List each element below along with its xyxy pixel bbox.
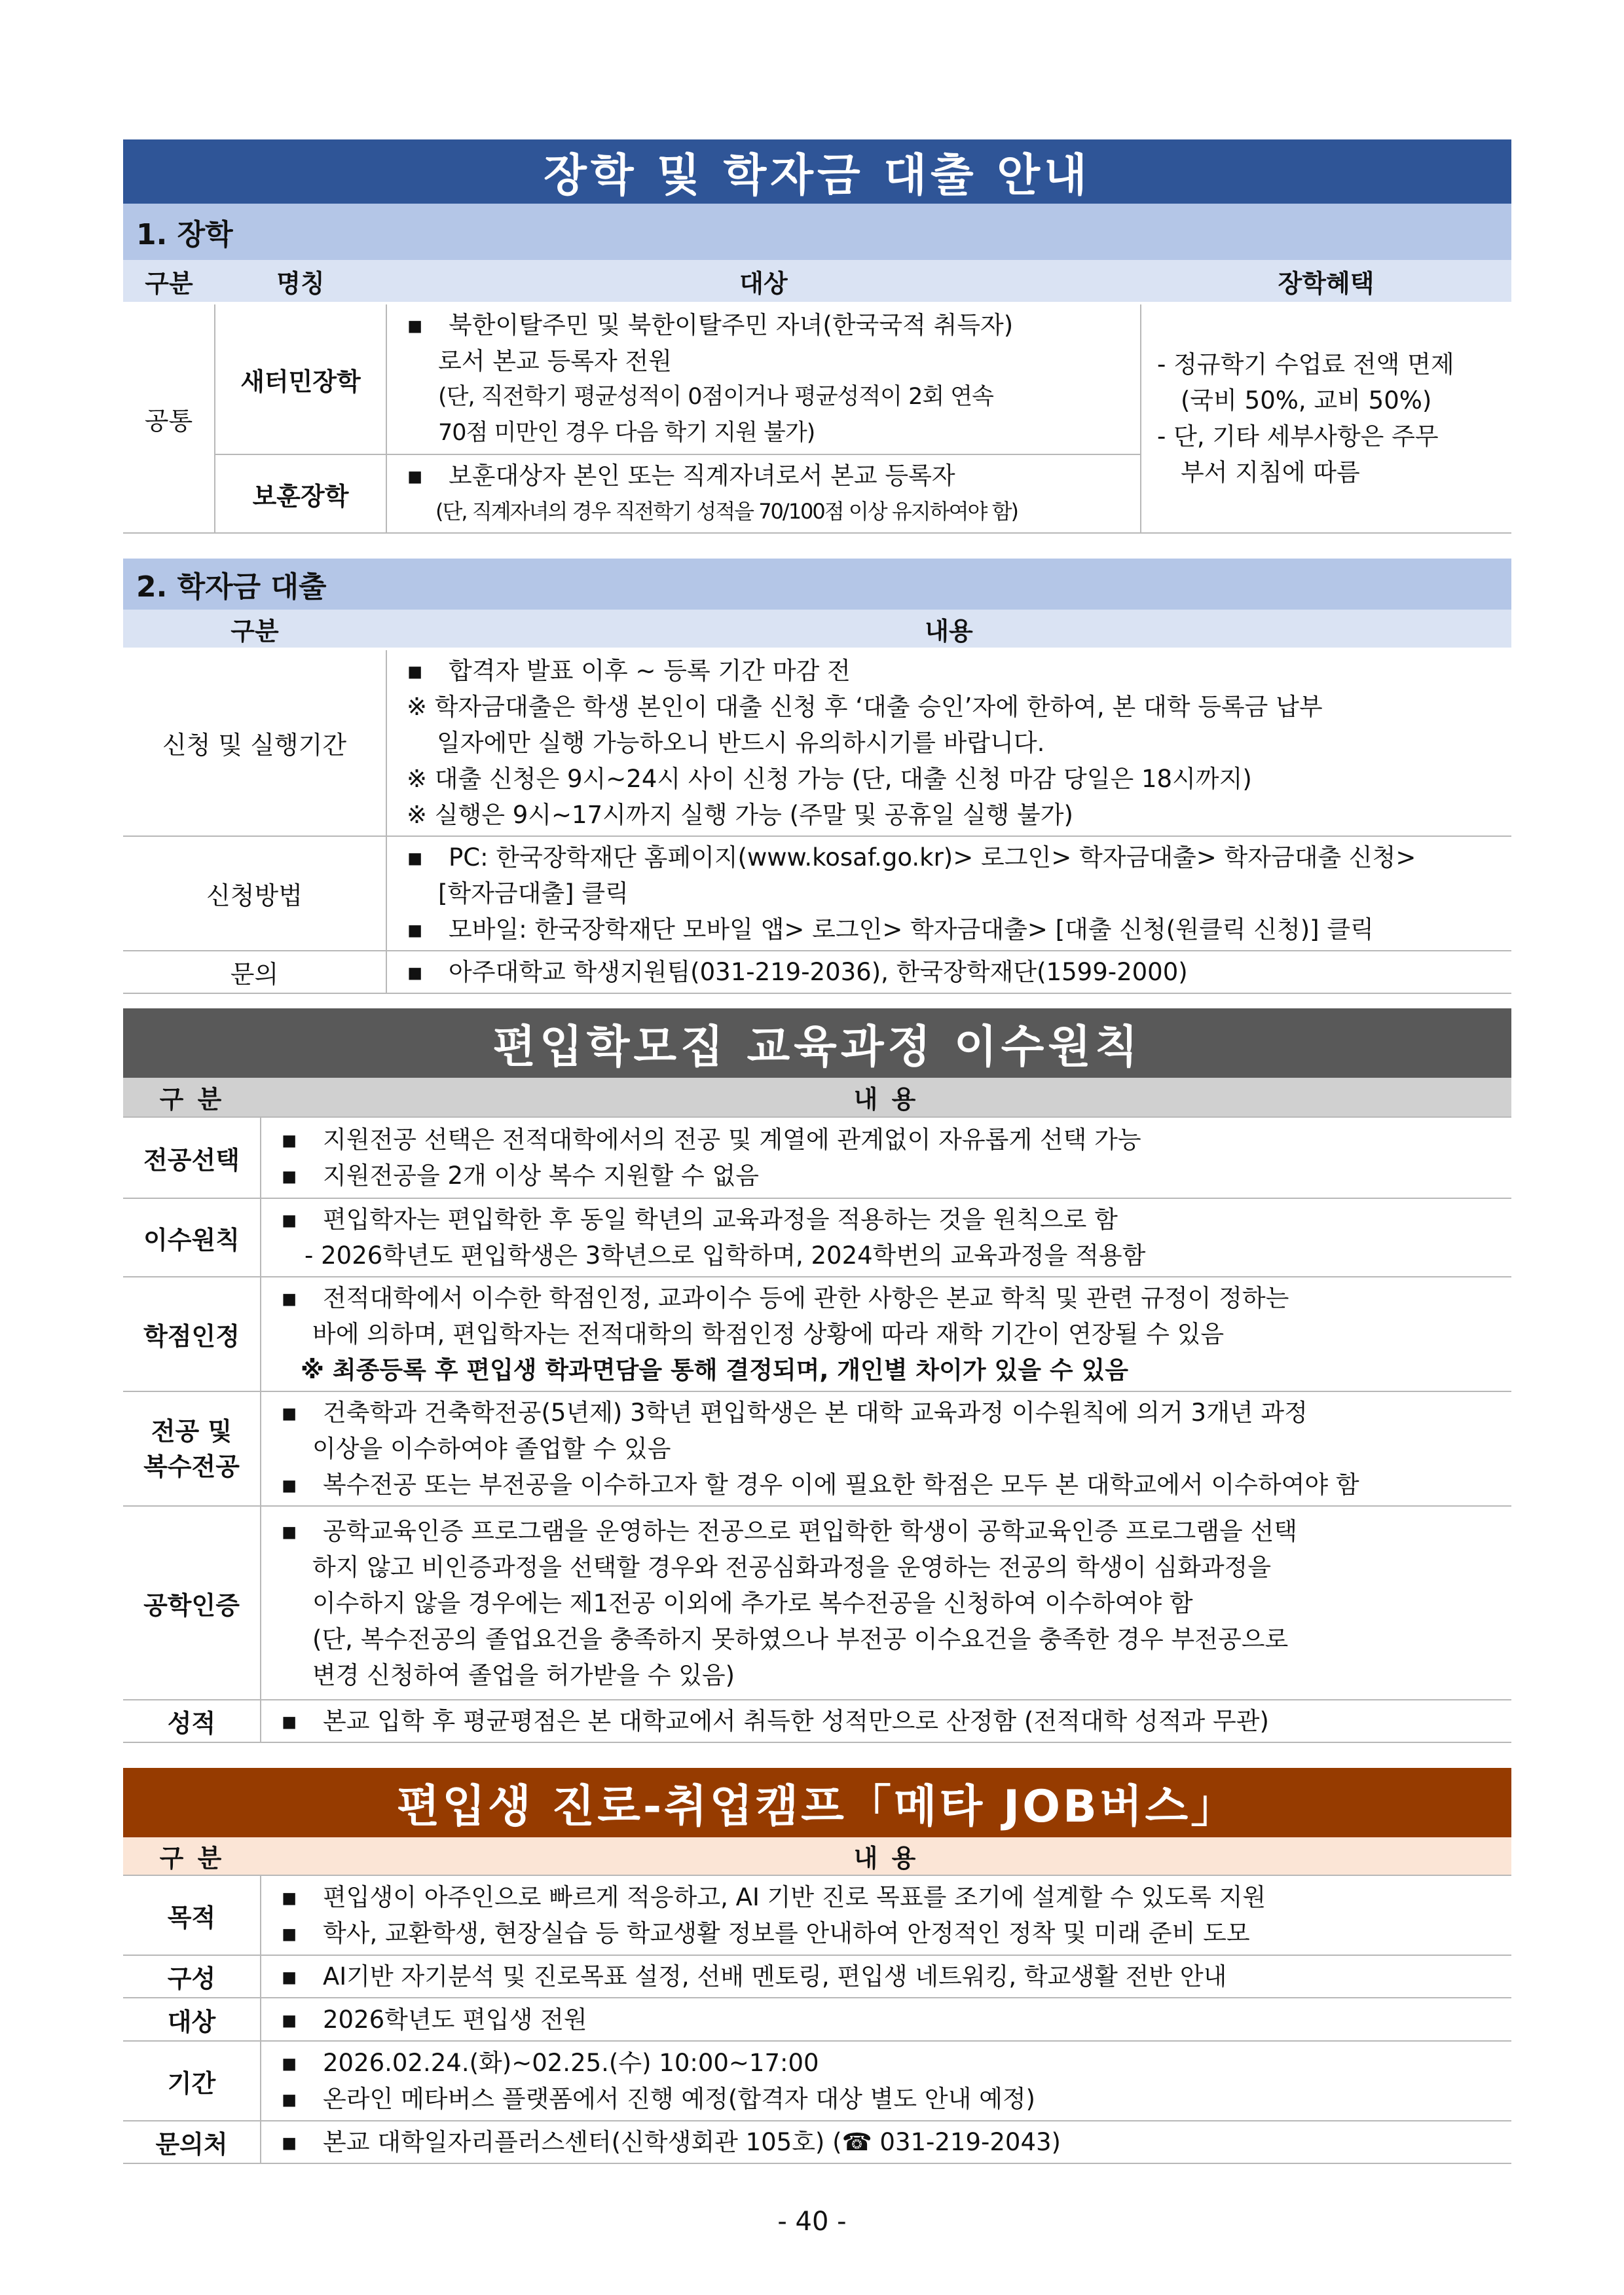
camp-label-composition: 구성 <box>123 1955 261 1998</box>
scholarship-subheading-text: 1. 장학 <box>136 218 233 251</box>
table-row <box>123 1955 1511 1998</box>
transfer-title: 편입학모집 교육과정 이수원칙 <box>492 1021 1142 1073</box>
camp-header-category: 구 분 <box>123 1837 261 1875</box>
camp-table <box>123 1837 1511 2164</box>
scholarship-category: 공통 <box>123 303 215 533</box>
camp-content-composition: ▪ AI기반 자기분석 및 진로목표 설정, 선배 멘토링, 편입생 네트워킹, 학교생활 전반 안내 <box>261 1955 1511 1998</box>
camp-content-contact: ▪ 본교 대학일자리플러스센터(신학생회관 105호) (☎ 031-219-2043) <box>261 2121 1511 2163</box>
table-row <box>123 1277 1511 1391</box>
loan-header-row <box>123 610 1511 649</box>
page-number: - 40 - <box>777 2207 847 2237</box>
scholarship-title: 장학 및 학자금 대출 안내 <box>544 149 1091 202</box>
camp-label-target: 대상 <box>123 1998 261 2041</box>
loan-subheading <box>123 559 1511 610</box>
transfer-label-major: 전공선택 <box>123 1117 261 1198</box>
scholarship-name-bohun: 보훈장학 <box>215 454 386 533</box>
table-row <box>123 649 1511 836</box>
loan-method-label: 신청방법 <box>123 836 386 951</box>
transfer-content-major: ▪ 지원전공 선택은 전적대학에서의 전공 및 계열에 관계없이 자유롭게 선택 가능 ▪ 지원전공을 2개 이상 복수 지원할 수 없음 <box>261 1117 1511 1198</box>
scholarship-target-bohun: ▪ 보훈대상자 본인 또는 직계자녀로서 본교 등록자 (단, 직계자녀의 경우 직전학기 성적을 70/100점 이상 유지하여야 함) <box>386 454 1141 533</box>
scholarship-header-row <box>123 260 1511 303</box>
transfer-table <box>123 1078 1511 1743</box>
scholarship-target-saeteomin: ▪ 북한이탈주민 및 북한이탈주민 자녀(한국국적 취득자) 로서 본교 등록자 전원 (단, 직전학기 평균성적이 0점이거나 평균성적이 2회 연속 70점 미만인 경우 다음 학기 지원 불가) <box>386 303 1141 454</box>
transfer-content-engineering: ▪ 공학교육인증 프로그램을 운영하는 전공으로 편입학한 학생이 공학교육인증 프로그램을 선택 하지 않고 비인증과정을 선택할 경우와 전공심화과정을 운영하는 전공의 학생이 심화과정을 이수하지 않을 경우에는 제1전공 이외에 추가로 복수전공을 신청하여 이수하여야 함 (단, 복수전공의 졸업요건을 충족하지 못하였으나 부전공 이수요건을 충족한 경우 부전공으로 변경 신청하여 졸업을 허가받을 수 있음) <box>261 1506 1511 1700</box>
camp-label-period: 기간 <box>123 2041 261 2121</box>
camp-title: 편입생 진로-취업캠프「메타 JOB버스」 <box>396 1780 1238 1833</box>
table-row <box>123 1998 1511 2041</box>
header-benefit: 장학혜택 <box>1141 260 1511 303</box>
scholarship-title-bar <box>123 139 1511 204</box>
loan-period-content: ▪ 합격자 발표 이후 ~ 등록 기간 마감 전 ※ 학자금대출은 학생 본인이 대출 신청 후 ‘대출 승인’자에 한하여, 본 대학 등록금 납부 일자에만 실행 가능하오니 반드시 유의하시기를 바랍니다. ※ 대출 신청은 9시~24시 사이 신청 가능 (단, 대출 신청 마감 당일은 18시까지) ※ 실행은 9시~17시까지 실행 가능 (주말 및 공휴일 실행 불가) <box>386 649 1511 836</box>
loan-table <box>123 610 1511 994</box>
transfer-header-category: 구 분 <box>123 1078 261 1117</box>
loan-contact-label: 문의 <box>123 951 386 993</box>
scholarship-benefit: - 정규학기 수업료 전액 면제 (국비 50%, 교비 50%) - 단, 기타 세부사항은 주무 부서 지침에 따름 <box>1141 303 1511 533</box>
transfer-header-row <box>123 1078 1511 1117</box>
transfer-content-grade: ▪ 본교 입학 후 평균평점은 본 대학교에서 취득한 성적만으로 산정함 (전적대학 성적과 무관) <box>261 1700 1511 1742</box>
camp-content-period: ▪ 2026.02.24.(화)~02.25.(수) 10:00~17:00 ▪ 온라인 메타버스 플랫폼에서 진행 예정(합격자 대상 별도 안내 예정) <box>261 2041 1511 2121</box>
transfer-content-principle: ▪ 편입학자는 편입학한 후 동일 학년의 교육과정을 적용하는 것을 원칙으로 함 - 2026학년도 편입학생은 3학년으로 입학하며, 2024학번의 교육과정을 적용함 <box>261 1198 1511 1277</box>
table-row <box>123 303 1511 454</box>
table-row <box>123 1117 1511 1198</box>
camp-label-contact: 문의처 <box>123 2121 261 2163</box>
table-row <box>123 951 1511 993</box>
table-row <box>123 1875 1511 1955</box>
camp-title-bar <box>123 1768 1511 1837</box>
camp-header-content: 내 용 <box>261 1837 1511 1875</box>
table-row <box>123 1506 1511 1700</box>
table-row <box>123 836 1511 951</box>
camp-label-purpose: 목적 <box>123 1875 261 1955</box>
loan-subheading-text: 2. 학자금 대출 <box>136 570 327 604</box>
scholarship-subheading <box>123 204 1511 260</box>
camp-content-target: ▪ 2026학년도 편입생 전원 <box>261 1998 1511 2041</box>
transfer-label-grade: 성적 <box>123 1700 261 1742</box>
table-row <box>123 1391 1511 1506</box>
table-row <box>123 2041 1511 2121</box>
loan-header-content: 내용 <box>386 610 1511 649</box>
transfer-content-credit: ▪ 전적대학에서 이수한 학점인정, 교과이수 등에 관한 사항은 본교 학칙 및 관련 규정이 정하는 바에 의하며, 편입학자는 전적대학의 학점인정 상황에 따라 재학 기간이 연장될 수 있음 ※ 최종등록 후 편입생 학과면담을 통해 결정되며, 개인별 차이가 있을 수 있음 <box>261 1277 1511 1391</box>
scholarship-table <box>123 260 1511 534</box>
table-row <box>123 2121 1511 2163</box>
transfer-title-bar <box>123 1008 1511 1078</box>
camp-header-row <box>123 1837 1511 1875</box>
table-row <box>123 1700 1511 1742</box>
transfer-label-credit: 학점인정 <box>123 1277 261 1391</box>
transfer-label-engineering: 공학인증 <box>123 1506 261 1700</box>
header-category: 구분 <box>123 260 215 303</box>
transfer-label-double-major: 전공 및 복수전공 <box>123 1391 261 1506</box>
loan-header-category: 구분 <box>123 610 386 649</box>
header-target: 대상 <box>386 260 1141 303</box>
transfer-header-content: 내 용 <box>261 1078 1511 1117</box>
header-name: 명칭 <box>215 260 386 303</box>
transfer-label-principle: 이수원칙 <box>123 1198 261 1277</box>
table-row <box>123 1198 1511 1277</box>
scholarship-name-saeteomin: 새터민장학 <box>215 303 386 454</box>
loan-contact-content: ▪ 아주대학교 학생지원팀(031-219-2036), 한국장학재단(1599-2000) <box>386 951 1511 993</box>
transfer-content-double-major: ▪ 건축학과 건축학전공(5년제) 3학년 편입학생은 본 대학 교육과정 이수원칙에 의거 3개년 과정 이상을 이수하여야 졸업할 수 있음 ▪ 복수전공 또는 부전공을 이수하고자 할 경우 이에 필요한 학점은 모두 본 대학교에서 이수하여야 함 <box>261 1391 1511 1506</box>
loan-period-label: 신청 및 실행기간 <box>123 649 386 836</box>
loan-method-content: ▪ PC: 한국장학재단 홈페이지(www.kosaf.go.kr)> 로그인> 학자금대출> 학자금대출 신청> [학자금대출] 클릭 ▪ 모바일: 한국장학재단 모바일 앱> 로그인> 학자금대출> [대출 신청(원클릭 신청)] 클릭 <box>386 836 1511 951</box>
camp-content-purpose: ▪ 편입생이 아주인으로 빠르게 적응하고, AI 기반 진로 목표를 조기에 설계할 수 있도록 지원 ▪ 학사, 교환학생, 현장실습 등 학교생활 정보를 안내하여 안정적인 정착 및 미래 준비 도모 <box>261 1875 1511 1955</box>
